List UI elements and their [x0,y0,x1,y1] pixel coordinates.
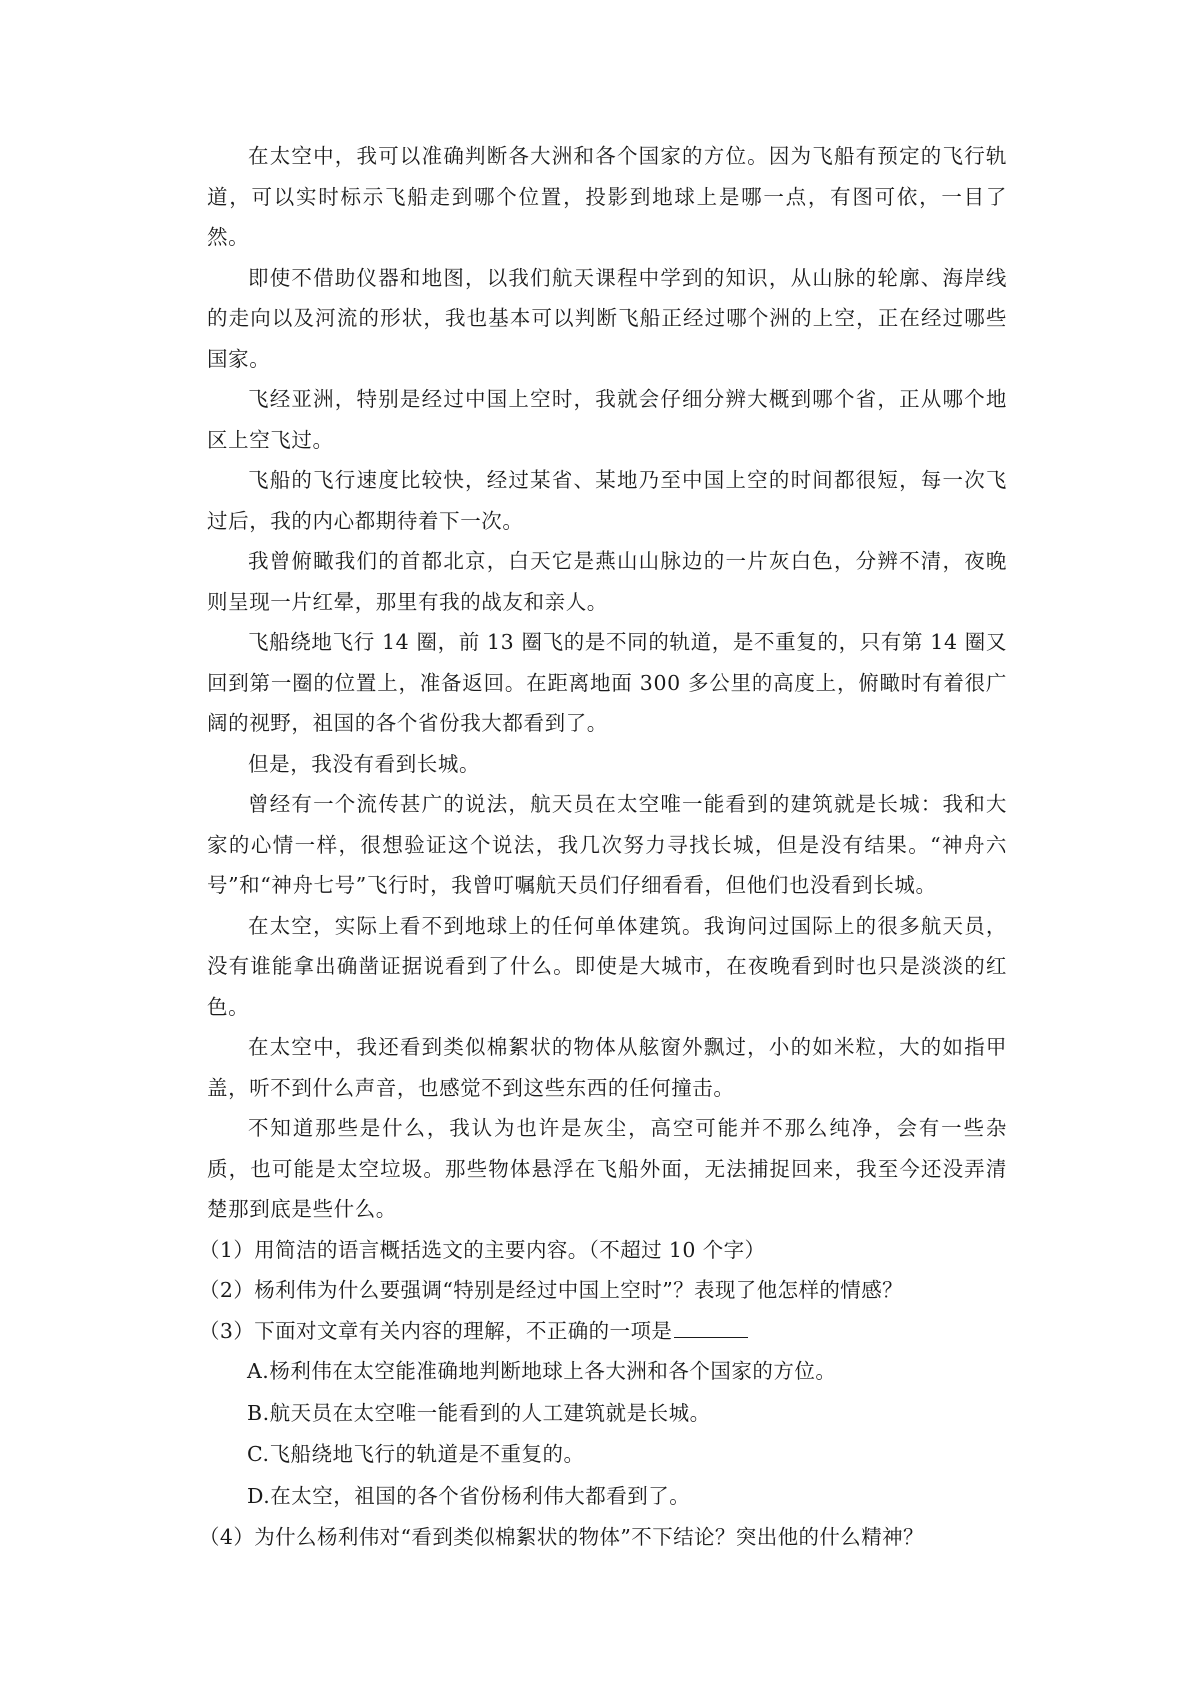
paragraph-11: 不知道那些是什么，我认为也许是灰尘，高空可能并不那么纯净，会有一些杂质，也可能是太空垃圾。那些物体悬浮在飞船外面，无法捕捉回来，我至今还没弄清楚那到底是些什么。 [207,1116,1007,1221]
question-3-text: （3）下面对文章有关内容的理解，不正确的一项是 [199,1318,673,1343]
paragraph-5: 我曾俯瞰我们的首都北京，白天它是燕山山脉边的一片灰白色，分辨不清，夜晚则呈现一片红晕，那里有我的战友和亲人。 [207,549,1007,614]
question-1: （1）用简洁的语言概括选文的主要内容。（不超过 10 个字） [199,1237,766,1262]
paragraph-4: 飞船的飞行速度比较快，经过某省、某地乃至中国上空的时间都很短，每一次飞过后，我的内心都期待着下一次。 [207,468,1007,533]
document-page [199,136,1007,1558]
paragraph-8: 曾经有一个流传甚广的说法，航天员在太空唯一能看到的建筑就是长城：我和大家的心情一样，很想验证这个说法，我几次努力寻找长城，但是没有结果。“神舟六号”和“神舟七号”飞行时，我曾叮嘱航天员们仔细看看，但他们也没看到长城。 [207,792,1007,897]
option-c: C.飞船绕地飞行的轨道是不重复的。 [247,1442,585,1466]
paragraph-6: 飞船绕地飞行 14 圈，前 13 圈飞的是不同的轨道，是不重复的，只有第 14 圈又回到第一圈的位置上，准备返回。在距离地面 300 多公里的高度上，俯瞰时有着很广阔的视野，祖国的各个省份我大都看到了。 [207,630,1007,735]
question-3-options [207,1351,1007,1517]
answer-blank[interactable] [674,1315,748,1338]
paragraph-9: 在太空，实际上看不到地球上的任何单体建筑。我询问过国际上的很多航天员，没有谁能拿出确凿证据说看到了什么。即使是大城市，在夜晚看到时也只是淡淡的红色。 [207,913,1007,1019]
paragraph-7: 但是，我没有看到长城。 [248,751,481,776]
option-d: D.在太空，祖国的各个省份杨利伟大都看到了。 [247,1483,691,1508]
paragraph-1: 在太空中，我可以准确判断各大洲和各个国家的方位。因为飞船有预定的飞行轨道，可以实时标示飞船走到哪个位置，投影到地球上是哪一点，有图可依，一目了然。 [207,144,1007,249]
paragraph-10: 在太空中，我还看到类似棉絮状的物体从舷窗外飘过，小的如米粒，大的如指甲盖，听不到什么声音，也感觉不到这些东西的任何撞击。 [207,1035,1007,1100]
question-3 [199,1311,1007,1352]
question-4: （4）为什么杨利伟对“看到类似棉絮状的物体”不下结论？突出他的什么精神？ [199,1525,924,1549]
paragraph-3: 飞经亚洲，特别是经过中国上空时，我就会仔细分辨大概到哪个省，正从哪个地区上空飞过。 [207,387,1007,452]
question-2: （2）杨利伟为什么要强调“特别是经过中国上空时”？表现了他怎样的情感？ [199,1278,904,1302]
paragraph-2: 即使不借助仪器和地图，以我们航天课程中学到的知识，从山脉的轮廓、海岸线的走向以及河流的形状，我也基本可以判断飞船正经过哪个洲的上空，正在经过哪些国家。 [207,265,1007,371]
option-a: A.杨利伟在太空能准确地判断地球上各大洲和各个国家的方位。 [247,1359,837,1383]
option-b: B.航天员在太空唯一能看到的人工建筑就是长城。 [247,1400,711,1425]
